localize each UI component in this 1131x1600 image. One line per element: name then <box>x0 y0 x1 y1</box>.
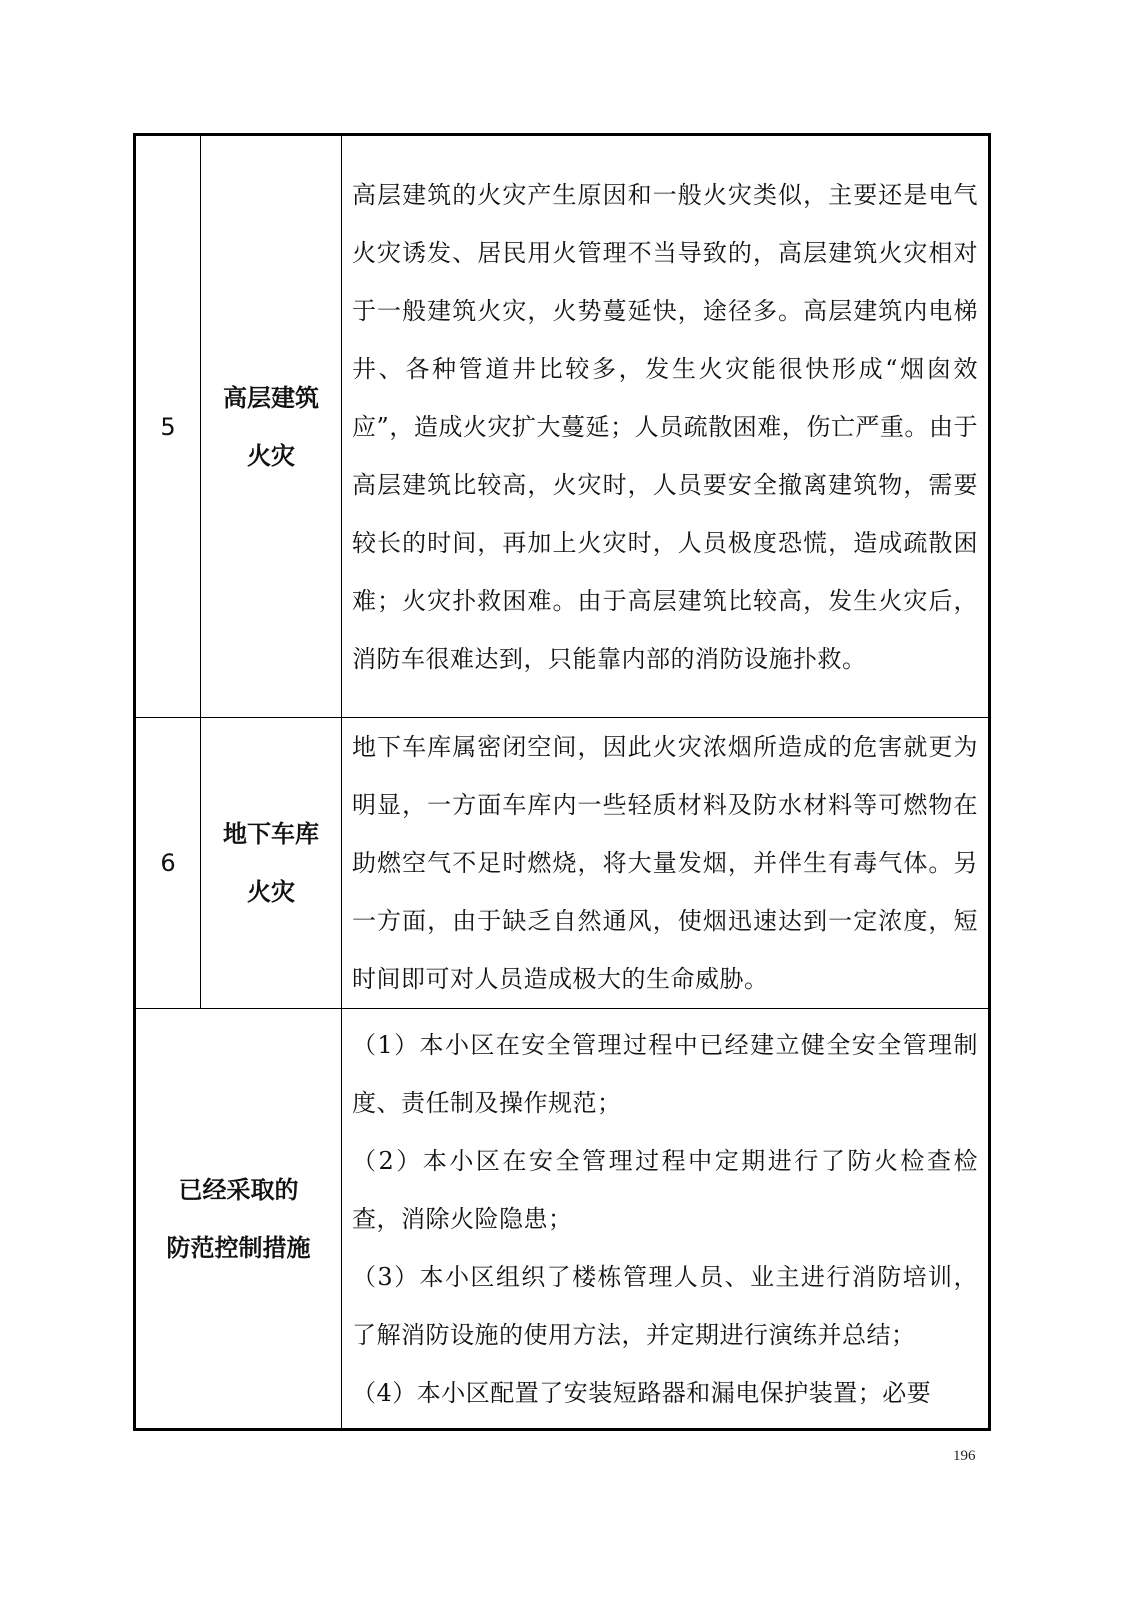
measures-label <box>135 1009 342 1430</box>
row-number: 6 <box>135 718 201 1009</box>
table-row-measures <box>135 1009 990 1430</box>
hazard-name-line: 火灾 <box>247 878 295 906</box>
measure-item: （4）本小区配置了安装短路器和漏电保护装置；必要 <box>352 1378 932 1407</box>
measures-label-line: 防范控制措施 <box>166 1233 311 1262</box>
hazard-name <box>201 135 342 718</box>
measure-item: （2）本小区在安全管理过程中定期进行了防火检查检查，消除火险隐患； <box>352 1146 978 1233</box>
hazard-description-text: 地下车库属密闭空间，因此火灾浓烟所造成的危害就更为明显，一方面车库内一些轻质材料及防水材料等可燃物在助燃空气不足时燃烧，将大量发烟，并伴生有毒气体。另一方面，由于缺乏自然通风，使烟迅速达到一定浓度，短时间即可对人员造成极大的生命威胁。 <box>352 733 978 993</box>
hazard-description <box>342 135 990 718</box>
measure-item: （3）本小区组织了楼栋管理人员、业主进行消防培训，了解消防设施的使用方法，并定期进行演练并总结； <box>352 1262 978 1349</box>
measures-list <box>342 1009 990 1430</box>
table-row-hazard-5 <box>135 135 990 718</box>
hazard-name <box>201 718 342 1009</box>
hazard-name-line: 地下车库 <box>223 820 319 848</box>
hazard-name-line: 高层建筑 <box>223 383 319 412</box>
hazard-description-text: 高层建筑的火灾产生原因和一般火灾类似，主要还是电气火灾诱发、居民用火管理不当导致的，高层建筑火灾相对于一般建筑火灾，火势蔓延快，途径多。高层建筑内电梯井、各种管道井比较多，发生火灾能很快形成“烟囱效应”，造成火灾扩大蔓延；人员疏散困难，伤亡严重。由于高层建筑比较高，火灾时，人员要安全撤离建筑物，需要较长的时间，再加上火灾时，人员极度恐慌，造成疏散困难；火灾扑救困难。由于高层建筑比较高，发生火灾后，消防车很难达到，只能靠内部的消防设施扑救。 <box>352 180 978 673</box>
row-number: 5 <box>135 135 201 718</box>
measures-label-line: 已经采取的 <box>178 1175 299 1204</box>
table-row-hazard-6 <box>135 718 990 1009</box>
hazard-name-line: 火灾 <box>247 441 295 470</box>
measure-item: （1）本小区在安全管理过程中已经建立健全安全管理制度、责任制及操作规范； <box>352 1030 978 1117</box>
hazard-description <box>342 718 990 1009</box>
page-number: 196 <box>953 1448 976 1464</box>
hazard-table <box>133 133 991 1431</box>
